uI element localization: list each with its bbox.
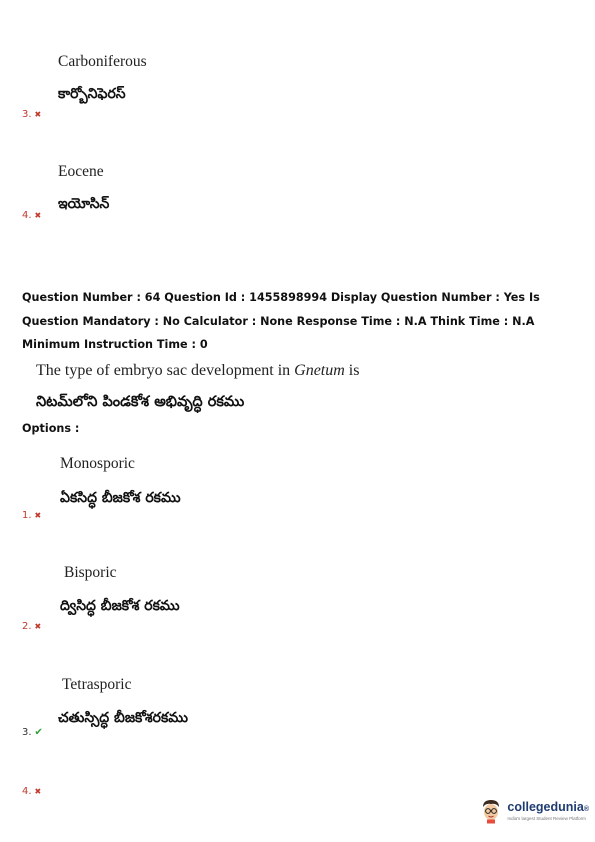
option-2-english: Bisporic [64, 564, 117, 581]
logo-tagline: India's largest Student Review Platform [507, 815, 586, 821]
option-4-number [22, 210, 41, 221]
option-3-number [22, 727, 43, 738]
cross-icon: ✖ [34, 110, 42, 119]
cross-icon: ✖ [34, 622, 42, 631]
option-number-label: 4. [22, 210, 32, 221]
option-3-english: Tetrasporic [62, 676, 132, 693]
question-meta: Question Number : 64 Question Id : 1455898994 Display Question Number : Yes Is Question Mandatory : No Calculator : None Response Time : N.A Think Time : N.A Minimum Instruction Time : 0 [22, 291, 540, 351]
cross-icon: ✖ [34, 787, 42, 796]
options-label: Options : [22, 422, 80, 435]
option-2-telugu: ద్విసిద్ధ బీజకోశ రకము [60, 598, 180, 614]
mascot-icon [479, 798, 503, 824]
option-1-telugu: ఏకసిద్ధ బీజకోశ రకము [60, 490, 181, 506]
option-3-telugu: చతుస్సిద్ధ బీజకోశరకము [58, 710, 188, 726]
question-english-italic: Gnetum [294, 362, 345, 379]
question-english-text: The type of embryo sac development in [36, 362, 295, 379]
option-1-english: Monosporic [60, 455, 135, 472]
cross-icon: ✖ [34, 211, 42, 220]
option-number-label: 2. [22, 621, 32, 632]
check-icon: ✔ [34, 727, 43, 738]
option-number-label: 3. [22, 727, 32, 738]
option-number-label: 3. [22, 109, 32, 120]
question-telugu: నిటమ్‌లోని పిండకోశ అభివృద్ధి రకము [36, 394, 245, 410]
option-2-number [22, 621, 41, 632]
cross-icon: ✖ [34, 511, 42, 520]
option-4-english: Eocene [58, 163, 104, 180]
option-3-english: Carboniferous [58, 53, 147, 70]
option-number-label: 4. [22, 786, 32, 797]
question-english [36, 362, 359, 380]
option-4-telugu: ఇయోసిన్ [58, 196, 110, 212]
question-english-end: is [344, 362, 360, 379]
option-3-telugu: కార్బోనిఫెరస్ [58, 86, 126, 102]
collegedunia-logo [479, 798, 589, 824]
option-number-label: 1. [22, 510, 32, 521]
option-4-number [22, 786, 41, 797]
logo-brand: collegedunia® [507, 799, 589, 814]
option-3-number [22, 109, 41, 120]
option-1-number [22, 510, 41, 521]
